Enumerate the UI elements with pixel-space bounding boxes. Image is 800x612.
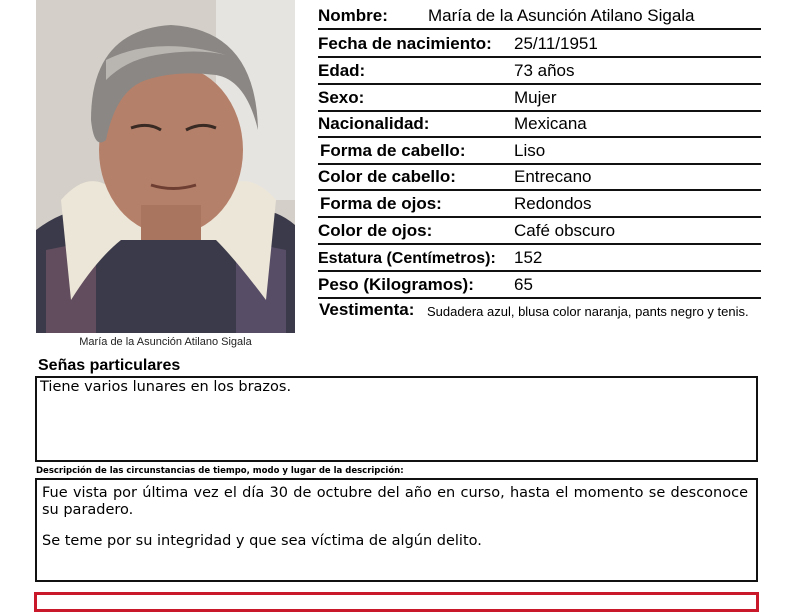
red-bottom-frame [34,592,759,612]
fecha-nacimiento-value: 25/11/1951 [514,34,598,53]
vestimenta-value: Sudadera azul, blusa color naranja, pants negro y tenis. [427,304,749,319]
sexo-label: Sexo: [318,88,365,107]
senas-text: Tiene varios lunares en los brazos. [40,379,292,395]
peso-label: Peso (Kilogramos): [318,275,474,294]
person-photo [36,0,295,333]
field-forma-ojos [318,189,761,218]
field-sexo [318,83,761,112]
descripcion-label: Descripción de las circunstancias de tiempo, modo y lugar de la descripción: [36,466,404,476]
field-nombre [318,0,761,30]
descripcion-box [35,478,758,582]
descripcion-paragraph-2: Se teme por su integridad y que sea víctima de algún delito. [42,533,482,549]
forma-ojos-value: Redondos [514,194,592,213]
sexo-value: Mujer [514,88,557,107]
senas-title: Señas particulares [38,357,181,374]
field-estatura [318,243,761,272]
color-ojos-label: Color de ojos: [318,221,433,240]
nacionalidad-value: Mexicana [514,114,587,133]
senas-box [35,376,758,462]
vestimenta-label: Vestimenta: [319,300,415,319]
edad-value: 73 años [514,61,575,80]
descripcion-paragraph-1: Fue vista por última vez el día 30 de octubre del año en curso, hasta el momento se desconoce su paradero. [42,485,748,518]
fecha-nacimiento-label: Fecha de nacimiento: [318,34,492,53]
field-color-cabello [318,163,761,191]
field-peso [318,270,761,299]
peso-value: 65 [514,275,533,294]
forma-ojos-label: Forma de ojos: [320,194,442,213]
photo-caption: María de la Asunción Atilano Sigala [79,336,252,348]
nombre-label: Nombre: [318,6,388,25]
color-cabello-value: Entrecano [514,167,592,186]
estatura-label: Estatura (Centímetros): [318,250,496,267]
nacionalidad-label: Nacionalidad: [318,114,430,133]
estatura-value: 152 [514,248,543,267]
field-fecha-nacimiento [318,28,761,58]
nombre-value: María de la Asunción Atilano Sigala [428,6,695,25]
field-nacionalidad [318,110,761,138]
color-cabello-label: Color de cabello: [318,167,456,186]
field-edad [318,56,761,85]
field-forma-cabello [318,136,761,165]
field-color-ojos [318,216,761,245]
forma-cabello-label: Forma de cabello: [320,141,466,160]
edad-label: Edad: [318,61,366,80]
forma-cabello-value: Liso [514,141,546,160]
color-ojos-value: Café obscuro [514,221,616,240]
